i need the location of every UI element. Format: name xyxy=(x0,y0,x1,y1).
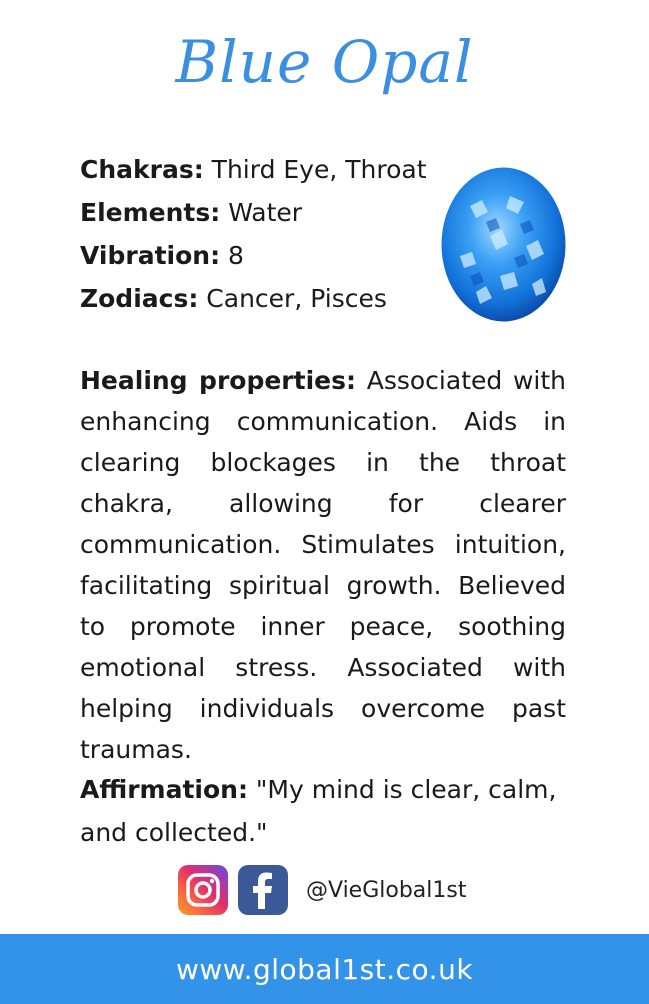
attribute-label: Chakras: xyxy=(80,155,204,184)
affirmation xyxy=(80,768,566,854)
attributes-list xyxy=(80,148,430,320)
attribute-value: Third Eye, Throat xyxy=(211,155,427,184)
attribute-value: 8 xyxy=(228,241,244,270)
healing-label: Healing properties: xyxy=(80,366,356,395)
healing-properties xyxy=(80,360,566,770)
instagram-icon[interactable] xyxy=(178,865,228,915)
affirmation-label: Affirmation: xyxy=(80,775,248,804)
attribute-vibration xyxy=(80,234,430,277)
affirmation-text: "My mind is clear, calm, and collected." xyxy=(80,775,557,847)
stone-title: Blue Opal xyxy=(175,28,474,96)
attribute-value: Water xyxy=(228,198,303,227)
blue-opal-stone-image xyxy=(440,166,567,323)
attribute-elements xyxy=(80,191,430,234)
attribute-chakras xyxy=(80,148,430,191)
healing-text: Associated with enhancing communication. Aids in clearing blockages in the throat chakra, allowing for clearer communication. Stimulates intuition, facilitating spiritual growth. Believed to promote inner peace, soothing emotional stress. Associated with helping individuals overcome past traumas. xyxy=(80,366,567,764)
attribute-label: Vibration: xyxy=(80,241,221,270)
social-bar xyxy=(178,864,466,916)
social-handle[interactable]: @VieGlobal1st xyxy=(306,877,467,903)
footer-bar xyxy=(0,934,649,1004)
attribute-label: Elements: xyxy=(80,198,221,227)
website-link[interactable]: www.global1st.co.uk xyxy=(175,952,474,986)
attribute-label: Zodiacs: xyxy=(80,284,199,313)
attribute-value: Cancer, Pisces xyxy=(206,284,387,313)
attribute-zodiacs xyxy=(80,277,430,320)
facebook-icon[interactable] xyxy=(238,865,288,915)
